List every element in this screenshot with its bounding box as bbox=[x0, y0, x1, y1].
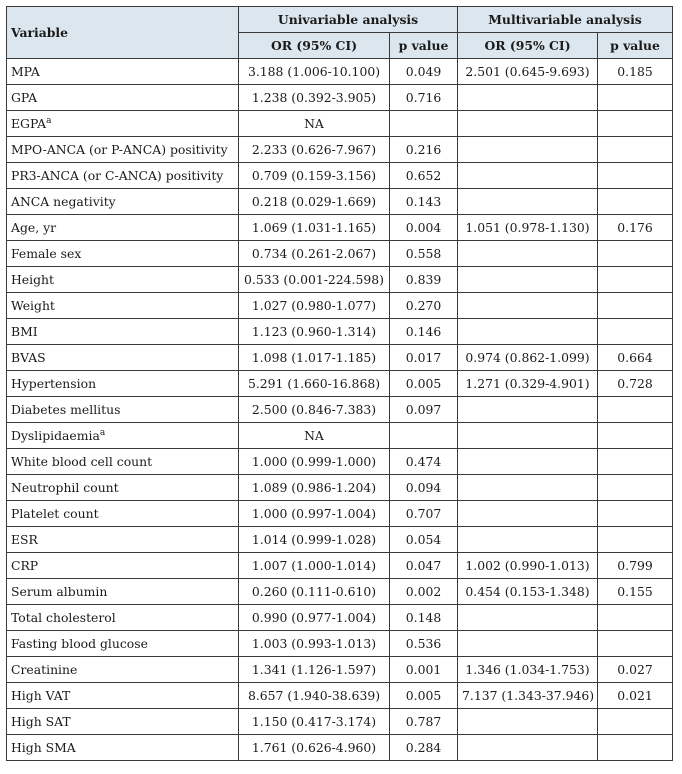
footnote-marker: a bbox=[46, 115, 52, 126]
uni-p-cell: 0.005 bbox=[390, 683, 458, 709]
variable-name: MPA bbox=[11, 64, 40, 79]
multi-p-cell bbox=[598, 111, 673, 137]
multi-or-cell bbox=[458, 475, 598, 501]
uni-p-cell: 0.284 bbox=[390, 735, 458, 761]
multi-or-cell: 1.271 (0.329-4.901) bbox=[458, 371, 598, 397]
uni-or-cell: 1.014 (0.999-1.028) bbox=[239, 527, 390, 553]
uni-p-cell: 0.707 bbox=[390, 501, 458, 527]
uni-p-header: p value bbox=[390, 33, 458, 59]
uni-p-cell: 0.270 bbox=[390, 293, 458, 319]
multi-p-cell: 0.664 bbox=[598, 345, 673, 371]
uni-or-cell: 2.233 (0.626-7.967) bbox=[239, 137, 390, 163]
multi-or-cell bbox=[458, 137, 598, 163]
variable-name: High SAT bbox=[11, 714, 71, 729]
table-row bbox=[7, 345, 673, 371]
variable-cell bbox=[7, 735, 239, 761]
uni-or-cell: 0.260 (0.111-0.610) bbox=[239, 579, 390, 605]
variable-cell bbox=[7, 163, 239, 189]
uni-or-cell: 8.657 (1.940-38.639) bbox=[239, 683, 390, 709]
uni-or-cell: 0.709 (0.159-3.156) bbox=[239, 163, 390, 189]
variable-cell bbox=[7, 553, 239, 579]
multi-or-cell: 1.051 (0.978-1.130) bbox=[458, 215, 598, 241]
uni-or-cell: 2.500 (0.846-7.383) bbox=[239, 397, 390, 423]
variable-cell bbox=[7, 579, 239, 605]
multi-p-cell bbox=[598, 475, 673, 501]
table-row bbox=[7, 293, 673, 319]
table-row bbox=[7, 709, 673, 735]
uni-or-cell: 1.007 (1.000-1.014) bbox=[239, 553, 390, 579]
multi-or-cell bbox=[458, 527, 598, 553]
uni-p-cell: 0.216 bbox=[390, 137, 458, 163]
variable-name: BVAS bbox=[11, 350, 46, 365]
variable-name: Diabetes mellitus bbox=[11, 402, 121, 417]
multi-or-cell bbox=[458, 111, 598, 137]
multi-p-cell bbox=[598, 137, 673, 163]
multi-p-cell bbox=[598, 241, 673, 267]
variable-cell bbox=[7, 709, 239, 735]
multi-p-cell bbox=[598, 449, 673, 475]
variable-cell bbox=[7, 85, 239, 111]
uni-p-cell: 0.536 bbox=[390, 631, 458, 657]
uni-or-cell: 3.188 (1.006-10.100) bbox=[239, 59, 390, 85]
table-row bbox=[7, 683, 673, 709]
variable-name: CRP bbox=[11, 558, 39, 573]
uni-or-cell: 1.000 (0.997-1.004) bbox=[239, 501, 390, 527]
variable-name: Hypertension bbox=[11, 376, 97, 391]
variable-name: Neutrophil count bbox=[11, 480, 119, 495]
variable-cell bbox=[7, 267, 239, 293]
uni-or-cell: 1.150 (0.417-3.174) bbox=[239, 709, 390, 735]
variable-cell bbox=[7, 293, 239, 319]
multi-or-cell bbox=[458, 163, 598, 189]
table-row bbox=[7, 215, 673, 241]
variable-cell bbox=[7, 631, 239, 657]
multi-or-cell bbox=[458, 85, 598, 111]
variable-name: PR3-ANCA (or C-ANCA) positivity bbox=[11, 168, 224, 183]
multi-p-cell bbox=[598, 527, 673, 553]
variable-cell bbox=[7, 397, 239, 423]
uni-or-cell: NA bbox=[239, 111, 390, 137]
uni-p-cell: 0.097 bbox=[390, 397, 458, 423]
multi-or-cell bbox=[458, 631, 598, 657]
table-row bbox=[7, 553, 673, 579]
multi-p-cell bbox=[598, 605, 673, 631]
table-body bbox=[7, 59, 673, 761]
multi-p-cell bbox=[598, 423, 673, 449]
multi-p-cell bbox=[598, 85, 673, 111]
table-row bbox=[7, 189, 673, 215]
variable-cell bbox=[7, 605, 239, 631]
variable-name: Age, yr bbox=[11, 220, 57, 235]
variable-cell bbox=[7, 423, 239, 449]
table-row bbox=[7, 137, 673, 163]
variable-name: EGPA bbox=[11, 116, 47, 131]
results-table bbox=[6, 6, 673, 761]
uni-p-cell: 0.017 bbox=[390, 345, 458, 371]
univariable-header: Univariable analysis bbox=[239, 7, 458, 33]
multivariable-header: Multivariable analysis bbox=[458, 7, 673, 33]
variable-cell bbox=[7, 683, 239, 709]
multi-p-header: p value bbox=[598, 33, 673, 59]
table-row bbox=[7, 501, 673, 527]
variable-cell bbox=[7, 59, 239, 85]
variable-cell bbox=[7, 319, 239, 345]
multi-or-cell bbox=[458, 319, 598, 345]
variable-name: High SMA bbox=[11, 740, 76, 755]
multi-p-cell bbox=[598, 709, 673, 735]
multi-p-cell bbox=[598, 501, 673, 527]
variable-name: GPA bbox=[11, 90, 38, 105]
variable-cell bbox=[7, 241, 239, 267]
variable-cell bbox=[7, 111, 239, 137]
multi-p-cell bbox=[598, 319, 673, 345]
multi-or-cell bbox=[458, 501, 598, 527]
uni-or-cell: 0.734 (0.261-2.067) bbox=[239, 241, 390, 267]
uni-or-cell: 1.089 (0.986-1.204) bbox=[239, 475, 390, 501]
table-row bbox=[7, 735, 673, 761]
uni-p-cell: 0.652 bbox=[390, 163, 458, 189]
variable-name: Creatinine bbox=[11, 662, 78, 677]
multi-or-cell: 2.501 (0.645-9.693) bbox=[458, 59, 598, 85]
table-row bbox=[7, 85, 673, 111]
variable-name: Platelet count bbox=[11, 506, 99, 521]
uni-p-cell: 0.787 bbox=[390, 709, 458, 735]
uni-p-cell: 0.049 bbox=[390, 59, 458, 85]
variable-name: MPO-ANCA (or P-ANCA) positivity bbox=[11, 142, 228, 157]
table-row bbox=[7, 605, 673, 631]
uni-or-cell: 1.238 (0.392-3.905) bbox=[239, 85, 390, 111]
multi-p-cell bbox=[598, 189, 673, 215]
multi-p-cell bbox=[598, 735, 673, 761]
variable-cell bbox=[7, 345, 239, 371]
uni-p-cell: 0.004 bbox=[390, 215, 458, 241]
variable-name: BMI bbox=[11, 324, 38, 339]
uni-or-cell: 1.027 (0.980-1.077) bbox=[239, 293, 390, 319]
multi-p-cell: 0.176 bbox=[598, 215, 673, 241]
uni-or-cell: 0.990 (0.977-1.004) bbox=[239, 605, 390, 631]
multi-or-cell bbox=[458, 293, 598, 319]
multi-p-cell bbox=[598, 293, 673, 319]
variable-name: White blood cell count bbox=[11, 454, 153, 469]
table-row bbox=[7, 423, 673, 449]
multi-or-header: OR (95% CI) bbox=[458, 33, 598, 59]
uni-or-header: OR (95% CI) bbox=[239, 33, 390, 59]
table-row bbox=[7, 397, 673, 423]
uni-p-cell: 0.716 bbox=[390, 85, 458, 111]
variable-name: Serum albumin bbox=[11, 584, 108, 599]
table-row bbox=[7, 241, 673, 267]
variable-name: Fasting blood glucose bbox=[11, 636, 148, 651]
table-row bbox=[7, 449, 673, 475]
uni-or-cell: 0.533 (0.001-224.598) bbox=[239, 267, 390, 293]
uni-p-cell: 0.146 bbox=[390, 319, 458, 345]
multi-or-cell bbox=[458, 189, 598, 215]
variable-cell bbox=[7, 371, 239, 397]
variable-cell bbox=[7, 189, 239, 215]
variable-cell bbox=[7, 137, 239, 163]
table-row bbox=[7, 527, 673, 553]
variable-name: Female sex bbox=[11, 246, 82, 261]
variable-cell bbox=[7, 527, 239, 553]
multi-p-cell bbox=[598, 631, 673, 657]
uni-p-cell: 0.047 bbox=[390, 553, 458, 579]
multi-p-cell: 0.728 bbox=[598, 371, 673, 397]
multi-or-cell bbox=[458, 397, 598, 423]
variable-name: ESR bbox=[11, 532, 38, 547]
uni-or-cell: 1.341 (1.126-1.597) bbox=[239, 657, 390, 683]
uni-or-cell: 1.069 (1.031-1.165) bbox=[239, 215, 390, 241]
table-row bbox=[7, 371, 673, 397]
footnote-marker: a bbox=[99, 427, 106, 438]
variable-name: Total cholesterol bbox=[11, 610, 116, 625]
multi-or-cell: 0.974 (0.862-1.099) bbox=[458, 345, 598, 371]
uni-p-cell: 0.005 bbox=[390, 371, 458, 397]
variable-header: Variable bbox=[7, 7, 239, 59]
multi-p-cell: 0.027 bbox=[598, 657, 673, 683]
uni-p-cell bbox=[390, 423, 458, 449]
uni-or-cell: 0.218 (0.029-1.669) bbox=[239, 189, 390, 215]
uni-or-cell: NA bbox=[239, 423, 390, 449]
multi-or-cell bbox=[458, 709, 598, 735]
variable-name: Weight bbox=[11, 298, 55, 313]
variable-cell bbox=[7, 501, 239, 527]
multi-p-cell: 0.021 bbox=[598, 683, 673, 709]
multi-or-cell bbox=[458, 423, 598, 449]
uni-p-cell: 0.148 bbox=[390, 605, 458, 631]
variable-name: High VAT bbox=[11, 688, 71, 703]
uni-p-cell: 0.002 bbox=[390, 579, 458, 605]
uni-p-cell: 0.001 bbox=[390, 657, 458, 683]
variable-cell bbox=[7, 657, 239, 683]
table-row bbox=[7, 59, 673, 85]
table-row bbox=[7, 319, 673, 345]
uni-or-cell: 1.000 (0.999-1.000) bbox=[239, 449, 390, 475]
uni-or-cell: 1.761 (0.626-4.960) bbox=[239, 735, 390, 761]
table-row bbox=[7, 579, 673, 605]
multi-p-cell: 0.155 bbox=[598, 579, 673, 605]
multi-or-cell bbox=[458, 267, 598, 293]
multi-p-cell bbox=[598, 163, 673, 189]
multi-or-cell: 1.346 (1.034-1.753) bbox=[458, 657, 598, 683]
uni-or-cell: 1.003 (0.993-1.013) bbox=[239, 631, 390, 657]
multi-or-cell bbox=[458, 605, 598, 631]
multi-or-cell bbox=[458, 449, 598, 475]
uni-or-cell: 1.098 (1.017-1.185) bbox=[239, 345, 390, 371]
variable-cell bbox=[7, 215, 239, 241]
uni-p-cell: 0.558 bbox=[390, 241, 458, 267]
variable-name: Height bbox=[11, 272, 54, 287]
table-row bbox=[7, 631, 673, 657]
table-header bbox=[7, 7, 673, 59]
multi-p-cell bbox=[598, 267, 673, 293]
multi-or-cell: 0.454 (0.153-1.348) bbox=[458, 579, 598, 605]
uni-p-cell: 0.839 bbox=[390, 267, 458, 293]
multi-p-cell: 0.799 bbox=[598, 553, 673, 579]
table-row bbox=[7, 267, 673, 293]
table-row bbox=[7, 163, 673, 189]
multi-p-cell bbox=[598, 397, 673, 423]
uni-p-cell bbox=[390, 111, 458, 137]
variable-name: ANCA negativity bbox=[11, 194, 116, 209]
multi-or-cell: 7.137 (1.343-37.946) bbox=[458, 683, 598, 709]
table-row bbox=[7, 475, 673, 501]
variable-name: Dyslipidaemia bbox=[11, 428, 100, 443]
table-row bbox=[7, 111, 673, 137]
uni-or-cell: 5.291 (1.660-16.868) bbox=[239, 371, 390, 397]
multi-p-cell: 0.185 bbox=[598, 59, 673, 85]
uni-p-cell: 0.474 bbox=[390, 449, 458, 475]
uni-p-cell: 0.143 bbox=[390, 189, 458, 215]
table-row bbox=[7, 657, 673, 683]
multi-or-cell bbox=[458, 735, 598, 761]
multi-or-cell bbox=[458, 241, 598, 267]
variable-cell bbox=[7, 449, 239, 475]
variable-cell bbox=[7, 475, 239, 501]
uni-or-cell: 1.123 (0.960-1.314) bbox=[239, 319, 390, 345]
uni-p-cell: 0.094 bbox=[390, 475, 458, 501]
uni-p-cell: 0.054 bbox=[390, 527, 458, 553]
multi-or-cell: 1.002 (0.990-1.013) bbox=[458, 553, 598, 579]
